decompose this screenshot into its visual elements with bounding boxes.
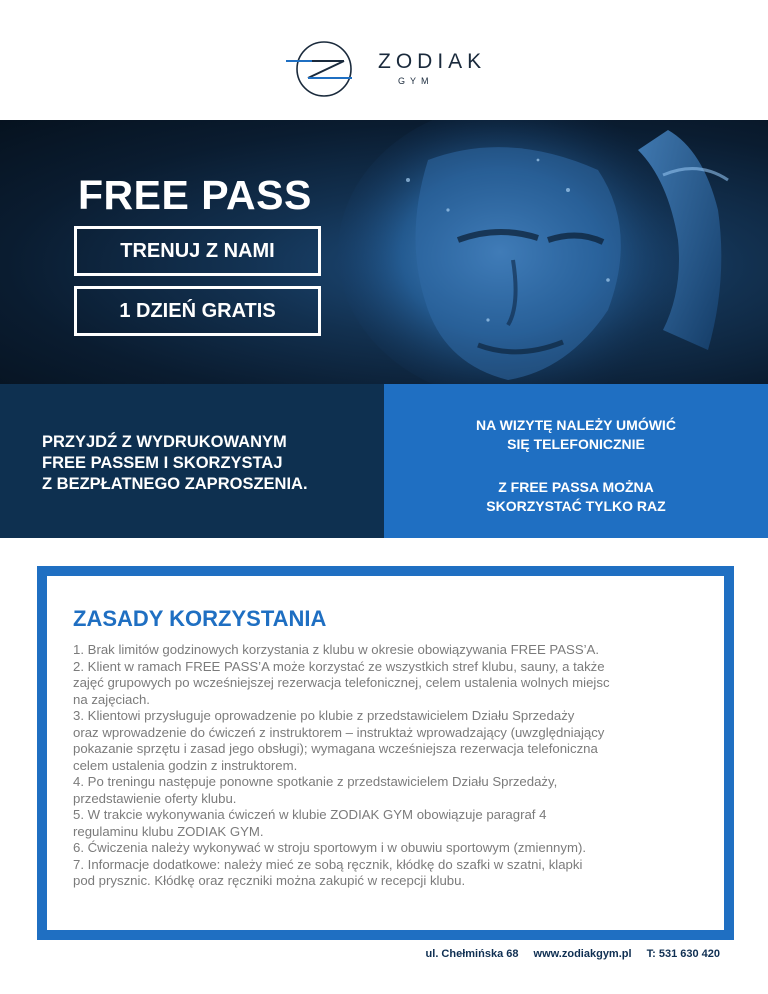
zodiak-logo <box>286 38 496 100</box>
brand-name: ZODIAK <box>378 50 487 73</box>
rules-line: 5. W trakcie wykonywania ćwiczeń w klubie ZODIAK GYM obowiązuje paragraf 4 <box>73 807 547 822</box>
info-panel-left <box>0 384 384 538</box>
rules-list <box>73 642 703 890</box>
brand-sub: GYM <box>398 76 434 86</box>
rules-line: celem ustalenia godzin z instruktorem. <box>73 757 298 773</box>
footer-address: ul. Chełmińska 68 <box>425 948 519 960</box>
rules-line: przedstawienie oferty klubu. <box>73 790 237 806</box>
footer-phone: T: 531 630 420 <box>646 948 720 960</box>
rules-line: 7. Informacje dodatkowe: należy mieć ze sobą ręcznik, kłódkę do szafki w szatni, klapki <box>73 856 583 872</box>
zodiak-z-circle-logo-icon <box>286 38 366 100</box>
hero-title: FREE PASS <box>78 172 312 218</box>
footer-contact <box>414 948 720 960</box>
info-note-appointment: NA WIZYTĘ NALEŻY UMÓWIĆ SIĘ TELEFONICZNIE <box>476 417 676 452</box>
hero-box-one-day-free: 1 DZIEŃ GRATIS <box>74 286 321 336</box>
rules-line: 4. Po treningu następuje ponowne spotkanie z przedstawicielem Działu Sprzedaży, <box>73 774 558 789</box>
info-left-text: PRZYJDŹ Z WYDRUKOWANYM FREE PASSEM I SKORZYSTAJ Z BEZPŁATNEGO ZAPROSZENIA. <box>42 432 308 493</box>
rules-title: ZASADY KORZYSTANIA <box>73 606 327 631</box>
man-face-water-image <box>308 120 768 384</box>
rules-panel <box>37 566 734 940</box>
rules-line: 3. Klientowi przysługuje oprowadzenie po klubie z przedstawicielem Działu Sprzedaży <box>73 708 575 723</box>
rules-line: regulaminu klubu ZODIAK GYM. <box>73 823 264 839</box>
rules-line: 1. Brak limitów godzinowych korzystania z klubu w okresie obowiązywania FREE PASS’A. <box>73 642 600 657</box>
rules-line: 2. Klient w ramach FREE PASS’A może korzystać ze wszystkich stref klubu, sauny, a także <box>73 658 605 674</box>
rules-line: zajęć grupowych po wcześniejszej rezerwacja telefonicznej, celem ustalenia wolnych miejsc <box>73 675 610 690</box>
hero-banner <box>0 120 768 384</box>
hero-box-train-with-us: TRENUJ Z NAMI <box>74 226 321 276</box>
rules-line: pod prysznic. Kłódkę oraz ręczniki można zakupić w recepcji klubu. <box>73 873 466 888</box>
info-note-once-only: Z FREE PASSA MOŻNA SKORZYSTAĆ TYLKO RAZ <box>486 479 666 514</box>
rules-line: pokazanie sprzętu i zasad jego obsługi); wymagana wcześniejsza rezerwacja telefoniczna <box>73 741 598 756</box>
rules-line: na zajęciach. <box>73 691 150 707</box>
footer-website-link[interactable]: www.zodiakgym.pl <box>533 948 632 960</box>
rules-line: 6. Ćwiczenia należy wykonywać w stroju sportowym i w obuwiu sportowym (zmiennym). <box>73 840 587 855</box>
info-panel-right <box>384 384 768 538</box>
rules-line: oraz wprowadzenie do ćwiczeń z instruktorem – instruktaż wprowadzający (uwzględniający <box>73 724 605 740</box>
